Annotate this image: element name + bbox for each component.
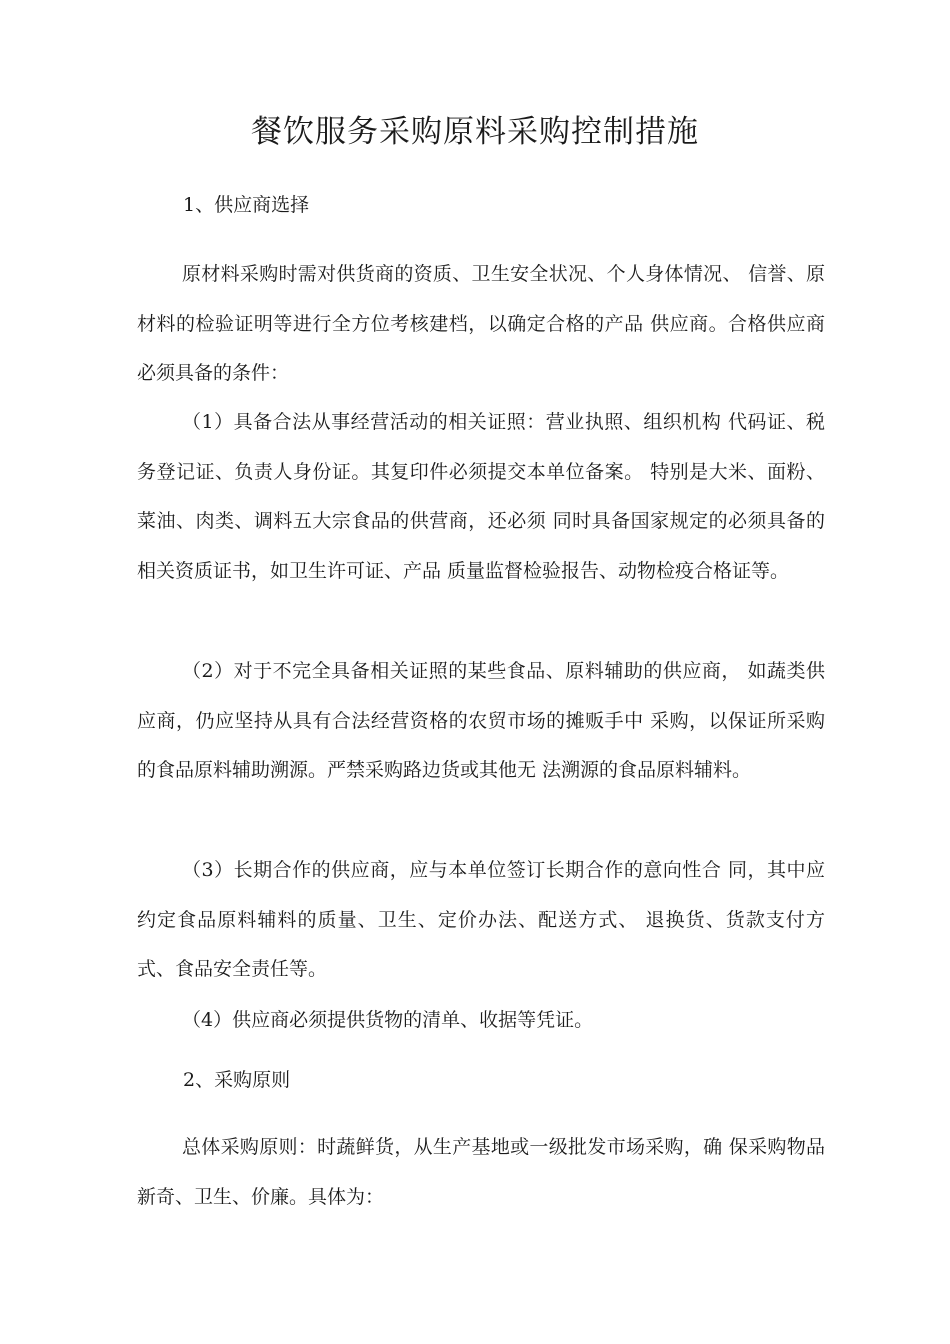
requirement-item-1: （1）具备合法从事经营活动的相关证照：营业执照、组织机构 代码证、税务登记证、负责人身份证。其复印件必须提交本单位备案。 特别是大米、面粉、菜油、肉类、调料五大宗食品的供营商，还必须 同时具备国家规定的必须具备的相关资质证书，如卫生许可证、产品 质量监督检验报告、动物检疫合格证等。: [137, 411, 825, 582]
requirement-item-4: （4）供应商必须提供货物的清单、收据等凭证。: [182, 1009, 594, 1031]
document-title: 餐饮服务采购原料采购控制措施: [251, 114, 699, 150]
section-2-heading: 2、采购原则: [183, 1069, 291, 1091]
section-2-intro: 总体采购原则：时蔬鲜货，从生产基地或一级批发市场采购，确 保采购物品新奇、卫生、价廉。具体为：: [137, 1136, 825, 1208]
section-1-intro: 原材料采购时需对供货商的资质、卫生安全状况、个人身体情况、 信誉、原材料的检验证明等进行全方位考核建档，以确定合格的产品 供应商。合格供应商必须具备的条件：: [137, 263, 825, 384]
requirement-item-3: （3）长期合作的供应商，应与本单位签订长期合作的意向性合 同，其中应约定食品原料辅料的质量、卫生、定价办法、配送方式、 退换货、货款支付方式、食品安全责任等。: [137, 859, 825, 980]
section-1-heading: 1、供应商选择: [183, 194, 310, 216]
requirement-item-2: （2）对于不完全具备相关证照的某些食品、原料辅助的供应商， 如蔬类供应商，仍应坚持从具有合法经营资格的农贸市场的摊贩手中 采购，以保证所采购的食品原料辅助溯源。严禁采购路边货或其他无 法溯源的食品原料辅料。: [137, 660, 825, 781]
